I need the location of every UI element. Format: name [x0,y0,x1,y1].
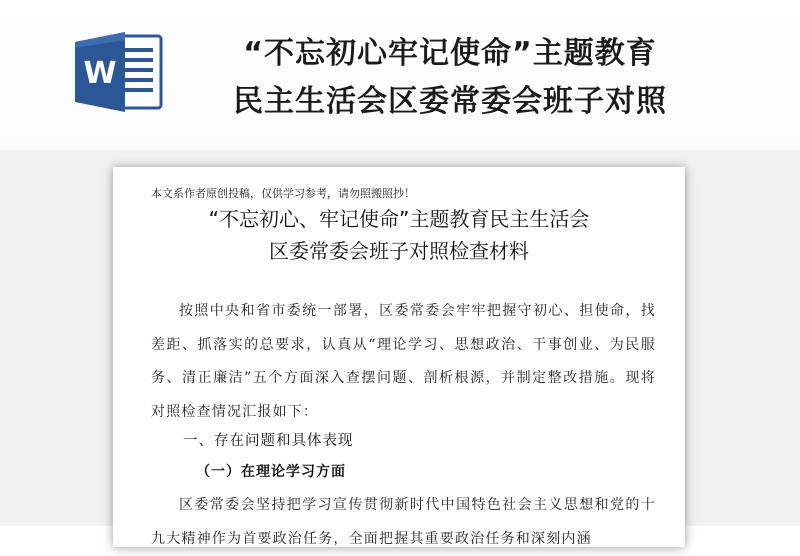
banner-title-line1: “不忘初心牢记使命”主题教育 [243,36,657,71]
banner-title-line2: 民主生活会区委常委会班子对照 [233,84,667,119]
document-title-line1: “不忘初心、牢记使命”主题教育民主生活会 [208,207,590,231]
document-title [113,203,685,267]
word-document-icon [75,30,165,114]
theory-paragraph: 区委常委会坚持把学习宣传贯彻新时代中国特色社会主义思想和党的十九大精神作为首要政治任务，全面把握其重要政治任务和深刻内涵 [151,497,656,547]
intro-paragraph: 按照中央和省市委统一部署，区委常委会牢牢把握守初心、担使命，找差距、抓落实的总要求，认真从“理论学习、思想政治、干事创业、为民服务、清正廉洁”五个方面深入查摆问题、剖析根源，并制定整改措施。现将对照检查情况汇报如下： [151,303,656,420]
section-heading: 一、存在问题和具体表现 [183,433,354,449]
banner-title [190,30,710,126]
copyright-notice: 本文系作者原创投稿，仅供学习参考，请勿照搬照抄！ [151,187,415,200]
subsection-heading: （一）在理论学习方面 [196,464,346,480]
document-page [113,167,685,547]
document-title-line2: 区委常委会班子对照检查材料 [269,239,529,263]
svg-text:W: W [83,56,117,91]
header-banner [0,0,800,150]
